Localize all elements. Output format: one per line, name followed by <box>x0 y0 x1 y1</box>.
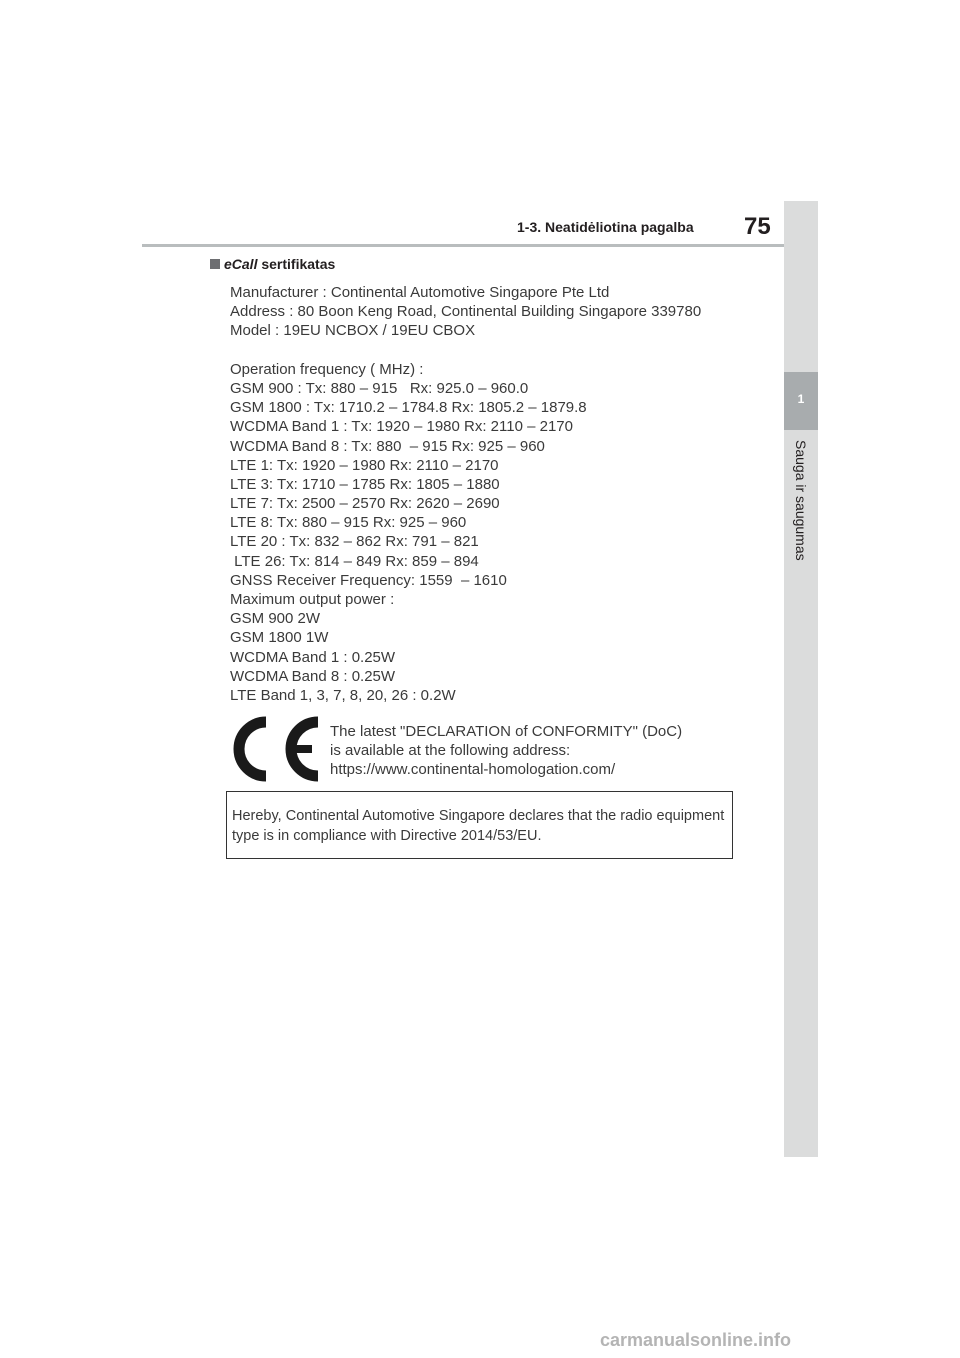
certificate-line: WCDMA Band 1 : Tx: 1920 – 1980 Rx: 2110 – 2170 <box>230 418 573 436</box>
certificate-line: Maximum output power : <box>230 591 395 608</box>
certificate-line: GSM 1800 1W <box>230 629 329 647</box>
chapter-number: 1 <box>797 392 805 406</box>
certificate-line: WCDMA Band 1 : 0.25W <box>230 648 396 666</box>
certificate-line: LTE 20 : Tx: 832 – 862 Rx: 791 – 821 <box>230 533 479 551</box>
doc-line: is available at the following address: <box>330 742 571 759</box>
certificate-line: GNSS Receiver Frequency: 1559 – 1610 <box>230 571 507 589</box>
declaration-text: Hereby, Continental Automotive Singapore declares that the radio equipment type is in compliance with Directive 2014/53/EU. <box>232 808 725 844</box>
certificate-line <box>230 341 701 360</box>
chapter-section-title: 1-3. Neatidėliotina pagalba <box>517 219 694 235</box>
square-bullet-icon <box>210 259 220 269</box>
page-number: 75 <box>744 213 771 240</box>
certificate-line: Operation frequency ( MHz) : <box>230 360 424 378</box>
declaration-box <box>226 791 733 859</box>
certificate-line: GSM 1800 : Tx: 1710.2 – 1784.8 Rx: 1805.2 – 1879.8 <box>230 399 587 417</box>
certificate-line: LTE 1: Tx: 1920 – 1980 Rx: 2110 – 2170 <box>230 456 499 474</box>
certificate-line: Address : 80 Boon Keng Road, Continental Building Singapore 339780 <box>230 303 702 321</box>
certificate-line: LTE 8: Tx: 880 – 915 Rx: 925 – 960 <box>230 514 467 532</box>
section-heading <box>210 256 335 272</box>
certificate-line: LTE 3: Tx: 1710 – 1785 Rx: 1805 – 1880 <box>230 475 500 493</box>
certificate-line: GSM 900 2W <box>230 610 321 628</box>
doc-availability-text <box>330 722 682 779</box>
header-divider <box>142 244 784 247</box>
chapter-side-tab <box>784 201 818 1157</box>
section-heading-italic: eCall <box>224 256 258 272</box>
chapter-title-vertical: Sauga ir saugumas <box>793 440 809 561</box>
certificate-line: GSM 900 : Tx: 880 – 915 Rx: 925.0 – 960.0 <box>230 379 529 397</box>
ce-mark-icon <box>226 712 322 784</box>
certificate-line: Model : 19EU NCBOX / 19EU CBOX <box>230 322 476 340</box>
certificate-line: LTE 26: Tx: 814 – 849 Rx: 859 – 894 <box>230 552 479 570</box>
certificate-details <box>230 283 701 705</box>
doc-line: https://www.continental-homologation.com/ <box>330 761 616 778</box>
certificate-line: Manufacturer : Continental Automotive Singapore Pte Ltd <box>230 284 610 301</box>
certificate-line: LTE Band 1, 3, 7, 8, 20, 26 : 0.2W <box>230 686 456 704</box>
watermark: carmanualsonline.info <box>600 1330 792 1350</box>
certificate-line: LTE 7: Tx: 2500 – 2570 Rx: 2620 – 2690 <box>230 495 500 513</box>
doc-line: The latest "DECLARATION of CONFORMITY" (DoC) <box>330 723 683 740</box>
certificate-line: WCDMA Band 8 : Tx: 880 – 915 Rx: 925 – 960 <box>230 437 545 455</box>
section-heading-text: sertifikatas <box>257 256 336 272</box>
certificate-line: WCDMA Band 8 : 0.25W <box>230 667 396 685</box>
